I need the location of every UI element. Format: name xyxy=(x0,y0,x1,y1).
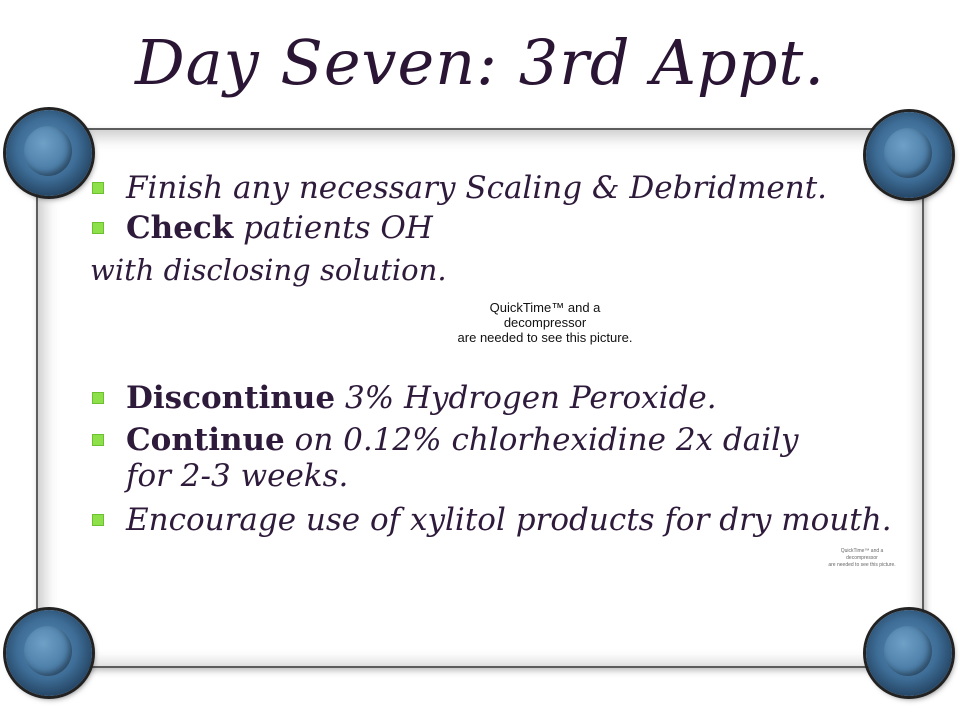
placeholder-line: QuickTime™ and a xyxy=(840,548,884,554)
placeholder-line: decompressor xyxy=(503,315,587,330)
bullet-item xyxy=(126,502,892,538)
bullet-item xyxy=(126,210,433,246)
slide-title: Day Seven: 3rd Appt. xyxy=(134,26,826,99)
bullet-emphasis: Discontinue xyxy=(126,380,336,416)
placeholder-line: QuickTime™ and a xyxy=(489,300,601,315)
placeholder-line: are needed to see this picture. xyxy=(457,330,633,345)
square-bullet-icon xyxy=(92,434,104,446)
square-bullet-icon xyxy=(92,392,104,404)
placeholder-line: are needed to see this picture. xyxy=(828,562,896,568)
bullet-item xyxy=(126,422,806,494)
missing-picture-placeholder xyxy=(430,300,660,345)
scroll-roll-icon xyxy=(6,610,92,696)
bullet-emphasis: Continue xyxy=(126,422,285,458)
square-bullet-icon xyxy=(92,222,104,234)
bullet-item xyxy=(126,380,717,416)
bullet-item xyxy=(126,170,827,206)
missing-picture-placeholder-small xyxy=(812,548,912,569)
scroll-roll-icon xyxy=(6,110,92,196)
square-bullet-icon xyxy=(92,182,104,194)
scroll-roll-icon xyxy=(866,610,952,696)
square-bullet-icon xyxy=(92,514,104,526)
bullet-text: patients OH xyxy=(233,210,433,246)
bullet-text: on 0.12% chlorhexidine 2x daily for 2-3 weeks. xyxy=(126,422,799,494)
placeholder-line: decompressor xyxy=(846,555,878,561)
bullet-emphasis: Check xyxy=(126,210,234,246)
bullet-text: 3% Hydrogen Peroxide. xyxy=(335,380,717,416)
scroll-roll-icon xyxy=(866,112,952,198)
bullet-text: Finish any necessary Scaling & Debridment. xyxy=(126,170,828,206)
continuation-text: with disclosing solution. xyxy=(90,253,447,287)
bullet-text: Encourage use of xylitol products for dry mouth. xyxy=(126,502,892,538)
